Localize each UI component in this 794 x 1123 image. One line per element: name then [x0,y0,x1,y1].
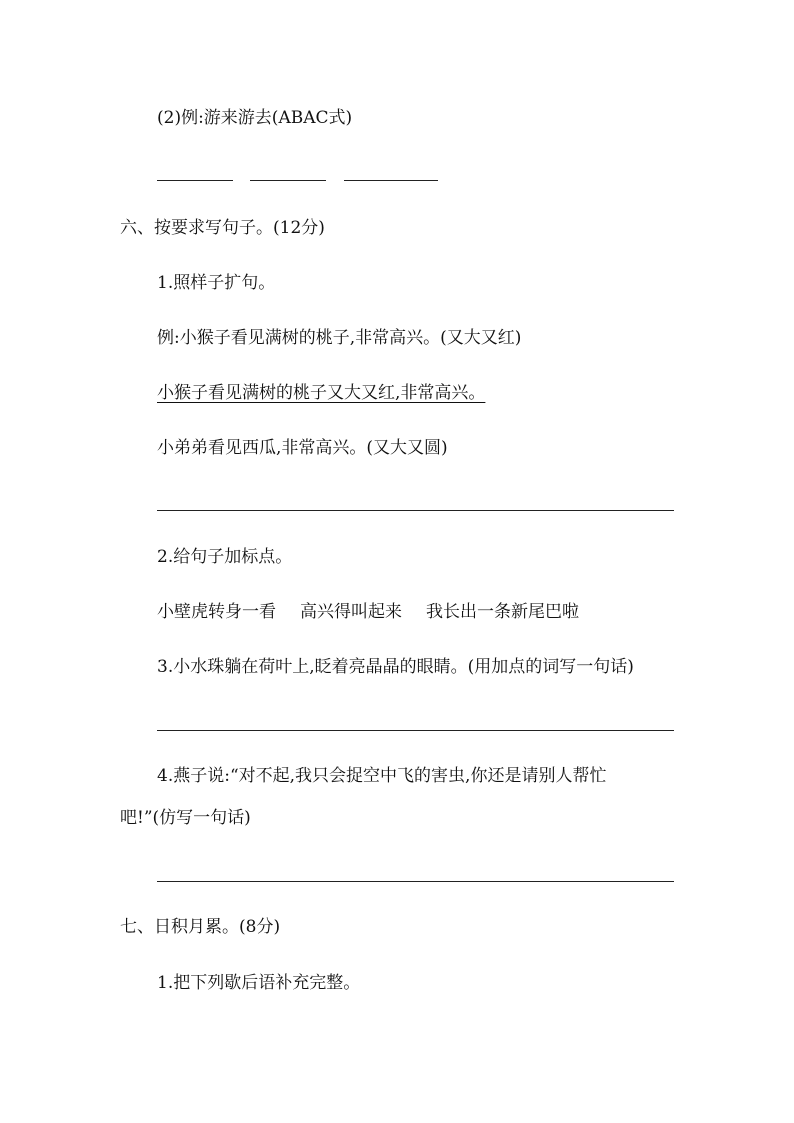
section-seven-heading: 七、日积月累。(8分) [120,917,281,937]
q2-part-1: 小壁虎转身一看 [157,602,276,622]
q1-title: 1.照样子扩句。 [157,273,276,293]
q2-sentence [157,601,579,623]
section-six-heading: 六、按要求写句子。(12分) [120,218,325,238]
q2-title: 2.给句子加标点。 [157,547,293,567]
q4-answer-line[interactable] [157,881,674,882]
q2-part-2: 高兴得叫起来 [300,602,402,622]
q4-line-1: 4.燕子说:“对不起,我只会捉空中飞的害虫,你还是请别人帮忙 [157,766,607,786]
q3-title: 3.小水珠躺在荷叶上,眨着亮晶晶的眼睛。(用加点的词写一句话) [157,657,634,677]
q2-part-3: 我长出一条新尾巴啦 [426,602,579,622]
q1-example: 例:小猴子看见满树的桃子,非常高兴。(又大又红) [157,328,522,348]
q1-task: 小弟弟看见西瓜,非常高兴。(又大又圆) [157,438,448,458]
q1-example-answer: 小猴子看见满树的桃子又大又红,非常高兴。 [157,383,486,403]
section-seven-q1-title: 1.把下列歇后语补充完整。 [157,973,361,993]
q4-line-2: 吧!”(仿写一句话) [120,808,251,828]
answer-blank-2[interactable] [250,180,326,181]
abac-example: (2)例:游来游去(ABAC式) [157,108,353,128]
q1-answer-line[interactable] [157,510,674,511]
answer-blank-3[interactable] [344,180,438,181]
q3-answer-line[interactable] [157,730,674,731]
answer-blank-1[interactable] [157,180,233,181]
